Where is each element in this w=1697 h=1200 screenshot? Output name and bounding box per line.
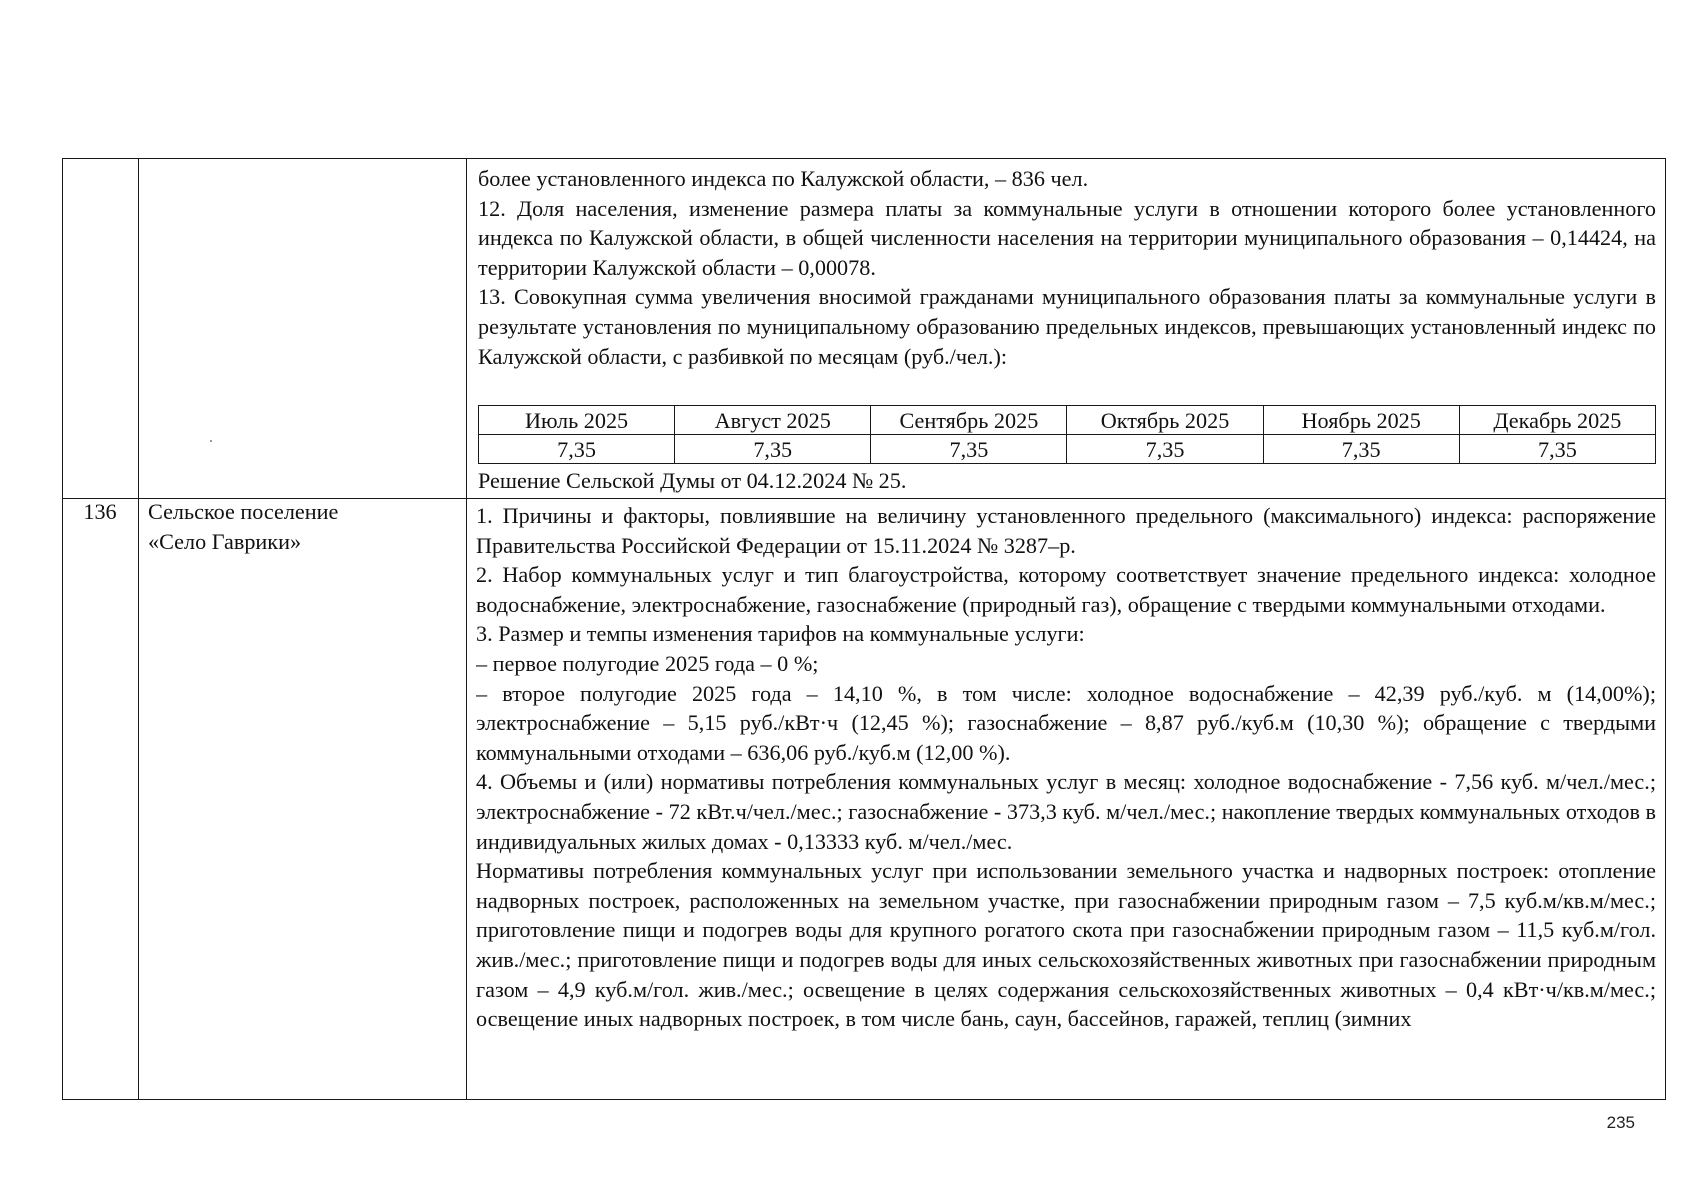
table-header-row	[479, 406, 1656, 435]
month-value: 7,35	[1263, 435, 1459, 464]
consumption-norms: Нормативы потребления коммунальных услуг при использовании земельного участка и надворных построек: отопление надворных построек, расположенных на земельном участке, при газоснабжении природным газом – 7,5 куб.м/кв.м/мес.; приготовление пищи и подогрев воды для крупного рогатого скота при газоснабжении природным газом – 11,5 куб.м/гол. жив./мес.; приготовление пищи и подогрев воды для иных сельскохозяйственных животных при газоснабжении природным газом – 4,9 куб.м/гол. жив./мес.; освещение в целях содержания сельскохозяйственных животных – 0,4 кВт·ч/кв.м/мес.; освещение иных надворных построек, в том числе бань, саун, бассейнов, гаражей, теплиц (зимних	[476, 858, 1656, 1032]
decision-text: Решение Сельской Думы от 04.12.2024 № 25.	[478, 468, 907, 493]
table-row	[479, 435, 1656, 464]
item-2: 2. Набор коммунальных услуг и тип благоустройства, которому соответствует значение предельного индекса: холодное водоснабжение, электроснабжение, газоснабжение (природный газ), обращение с твердыми коммунальными отходами.	[476, 562, 1656, 617]
month-value: 7,35	[1067, 435, 1263, 464]
monthly-increase-table	[478, 405, 1656, 464]
page-number: 235	[1606, 1113, 1635, 1132]
month-value: 7,35	[871, 435, 1067, 464]
municipality-name-line-2: «Село Гаврики»	[148, 528, 302, 554]
month-value: 7,35	[1459, 435, 1655, 464]
month-header: Сентябрь 2025	[871, 406, 1067, 435]
month-header: Октябрь 2025	[1067, 406, 1263, 435]
item-3-first-half: – первое полугодие 2025 года – 0 %;	[476, 650, 819, 676]
item-4: 4. Объемы и (или) нормативы потребления коммунальных услуг в месяц: холодное водоснабжение - 7,56 куб. м/чел./мес.; электроснабжение - 72 кВт.ч/чел./мес.; газоснабжение - 373,3 куб. м/чел./мес.; накопление твердых коммунальных отходов в индивидуальных жилых домах - 0,13333 куб. м/чел./мес.	[476, 769, 1656, 854]
item-1: 1. Причины и факторы, повлиявшие на величину установленного предельного (максимального) индекса: распоряжение Правительства Российской Федерации от 15.11.2024 № 3287–р.	[476, 503, 1656, 558]
item-12: 12. Доля населения, изменение размера платы за коммунальные услуги в отношении которого более установленного индекса по Калужской области, в общей численности населения на территории муниципального образования – 0,14424, на территории Калужской области – 0,00078.	[478, 195, 1656, 280]
month-header: Ноябрь 2025	[1263, 406, 1459, 435]
month-header: Август 2025	[675, 406, 871, 435]
row-number: 136	[83, 499, 117, 524]
municipality-name	[148, 497, 458, 556]
row-136-content	[476, 501, 1656, 1099]
month-value: 7,35	[675, 435, 871, 464]
item-13: 13. Совокупная сумма увеличения вносимой гражданами муниципального образования платы за коммунальные услуги в результате установления по муниципальному образованию предельных индексов, превышающих установленный индекс по Калужской области, с разбивкой по месяцам (руб./чел.):	[478, 284, 1656, 369]
column-divider-1	[138, 158, 139, 1100]
item-3-second-half: – второе полугодие 2025 года – 14,10 %, в том числе: холодное водоснабжение – 42,39 руб./куб. м (14,00%); электроснабжение – 5,15 руб./кВт·ч (12,45 %); газоснабжение – 8,87 руб./куб.м (10,30 %); обращение с твердыми коммунальными отходами – 636,06 руб./куб.м (12,00 %).	[476, 680, 1656, 765]
month-header: Июль 2025	[479, 406, 675, 435]
municipality-name-line-1: Сельское поселение	[148, 499, 339, 524]
continuation-line-1: более установленного индекса по Калужской области, – 836 чел.	[478, 166, 1089, 191]
month-header: Декабрь 2025	[1459, 406, 1655, 435]
column-divider-2	[466, 158, 467, 1100]
month-value: 7,35	[479, 435, 675, 464]
scan-speck	[210, 440, 212, 442]
previous-row-content	[478, 164, 1656, 371]
item-3: 3. Размер и темпы изменения тарифов на коммунальные услуги:	[476, 621, 1085, 647]
